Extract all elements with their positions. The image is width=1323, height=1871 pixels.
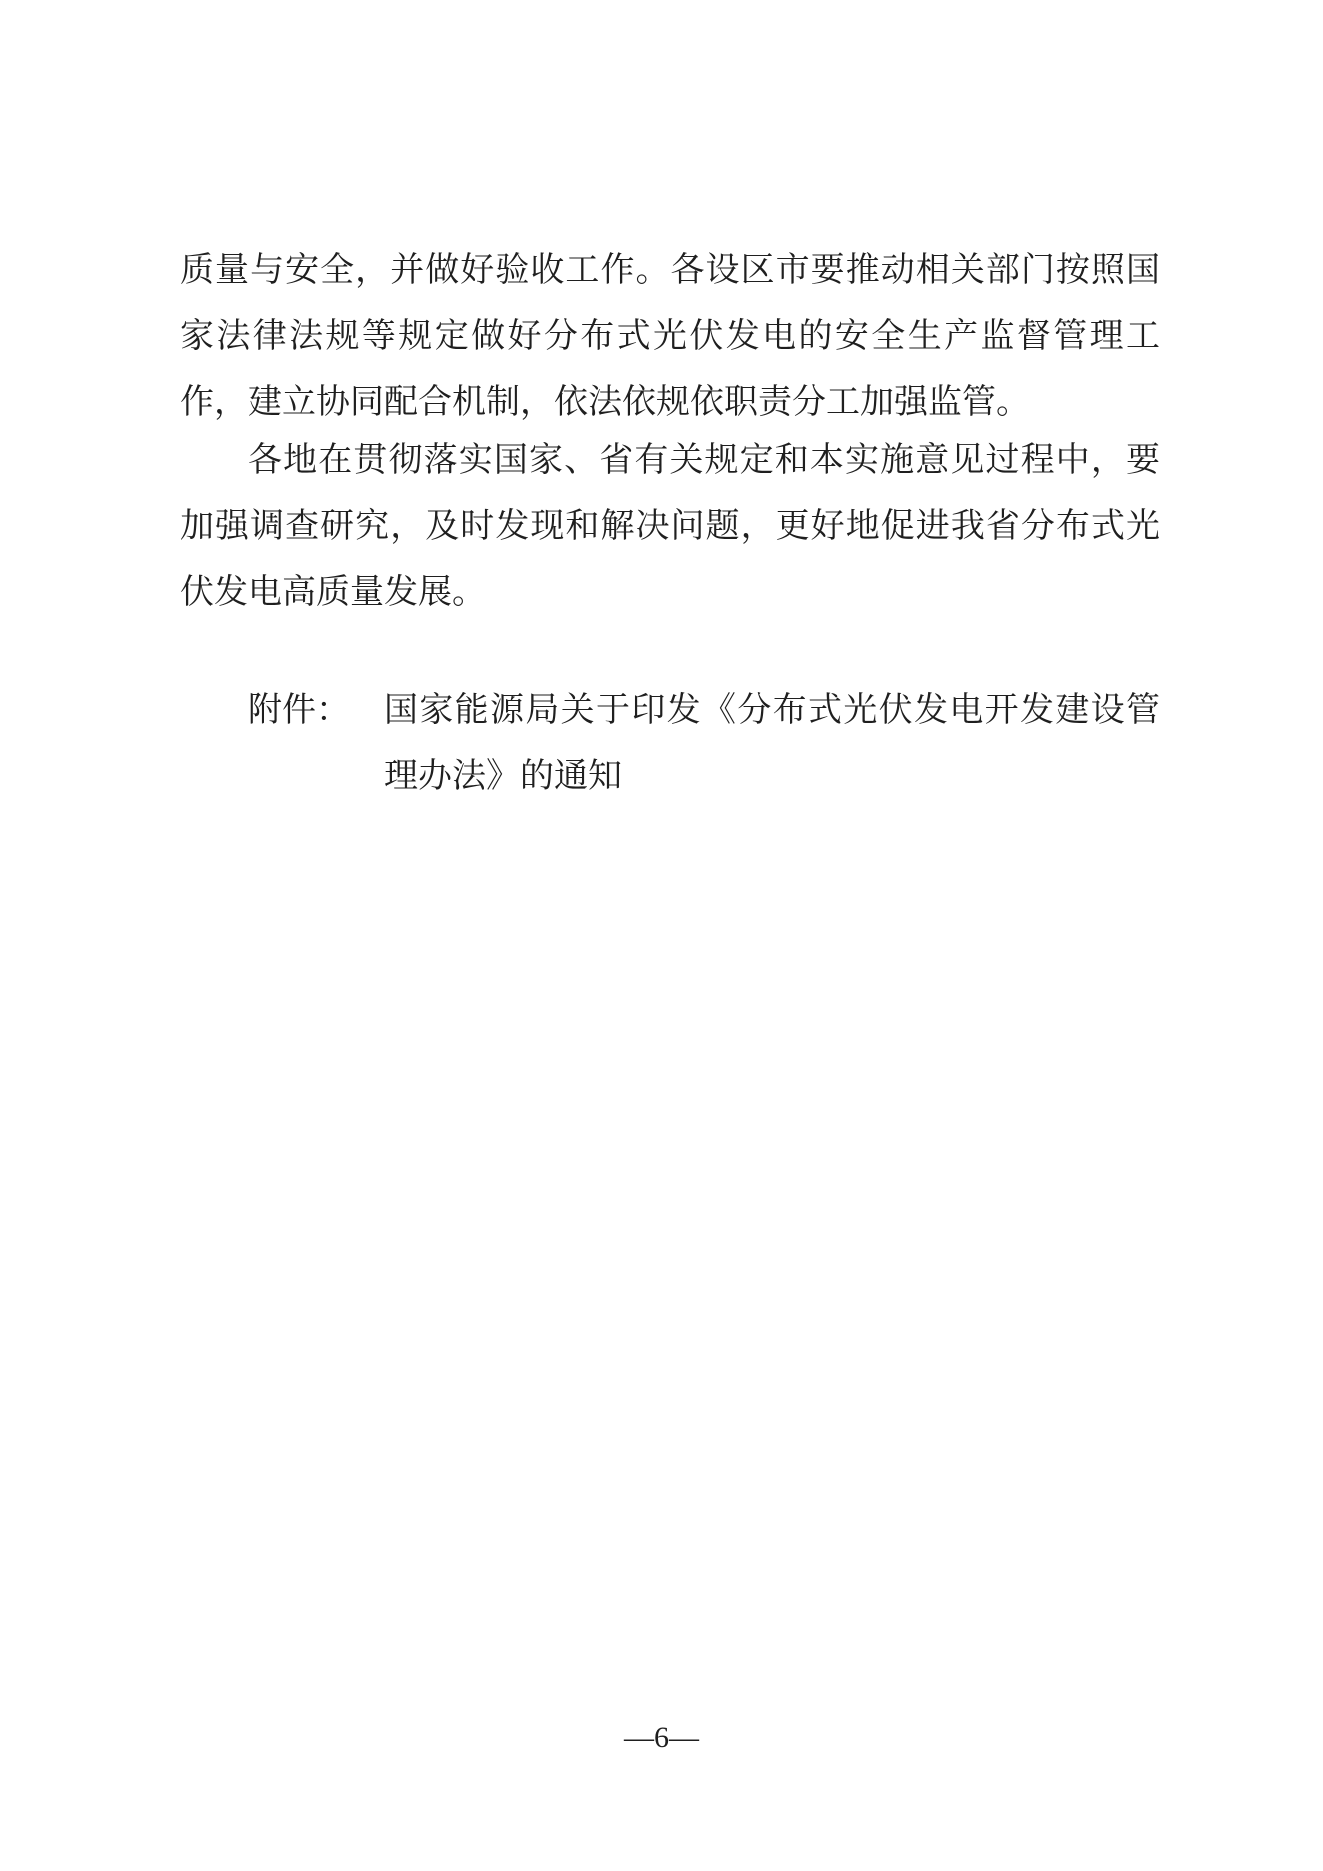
paragraph-line: 伏发电高质量发展。 <box>180 572 486 612</box>
attachment-title-line: 国家能源局关于印发《分布式光伏发电开发建设管 <box>384 690 1160 730</box>
paragraph-line: 家法律法规等规定做好分布式光伏发电的安全生产监督管理工 <box>180 316 1160 356</box>
paragraph-line: 质量与安全，并做好验收工作。各设区市要推动相关部门按照国 <box>180 250 1160 290</box>
paragraph-line: 各地在贯彻落实国家、省有关规定和本实施意见过程中，要 <box>248 440 1160 480</box>
page-number: —6— <box>624 1721 699 1754</box>
paragraph-line: 加强调查研究，及时发现和解决问题，更好地促进我省分布式光 <box>180 506 1160 546</box>
attachment-label: 附件： <box>248 690 350 730</box>
attachment-title-line: 理办法》的通知 <box>384 756 622 796</box>
paragraph-line: 作，建立协同配合机制，依法依规依职责分工加强监管。 <box>180 382 1030 422</box>
